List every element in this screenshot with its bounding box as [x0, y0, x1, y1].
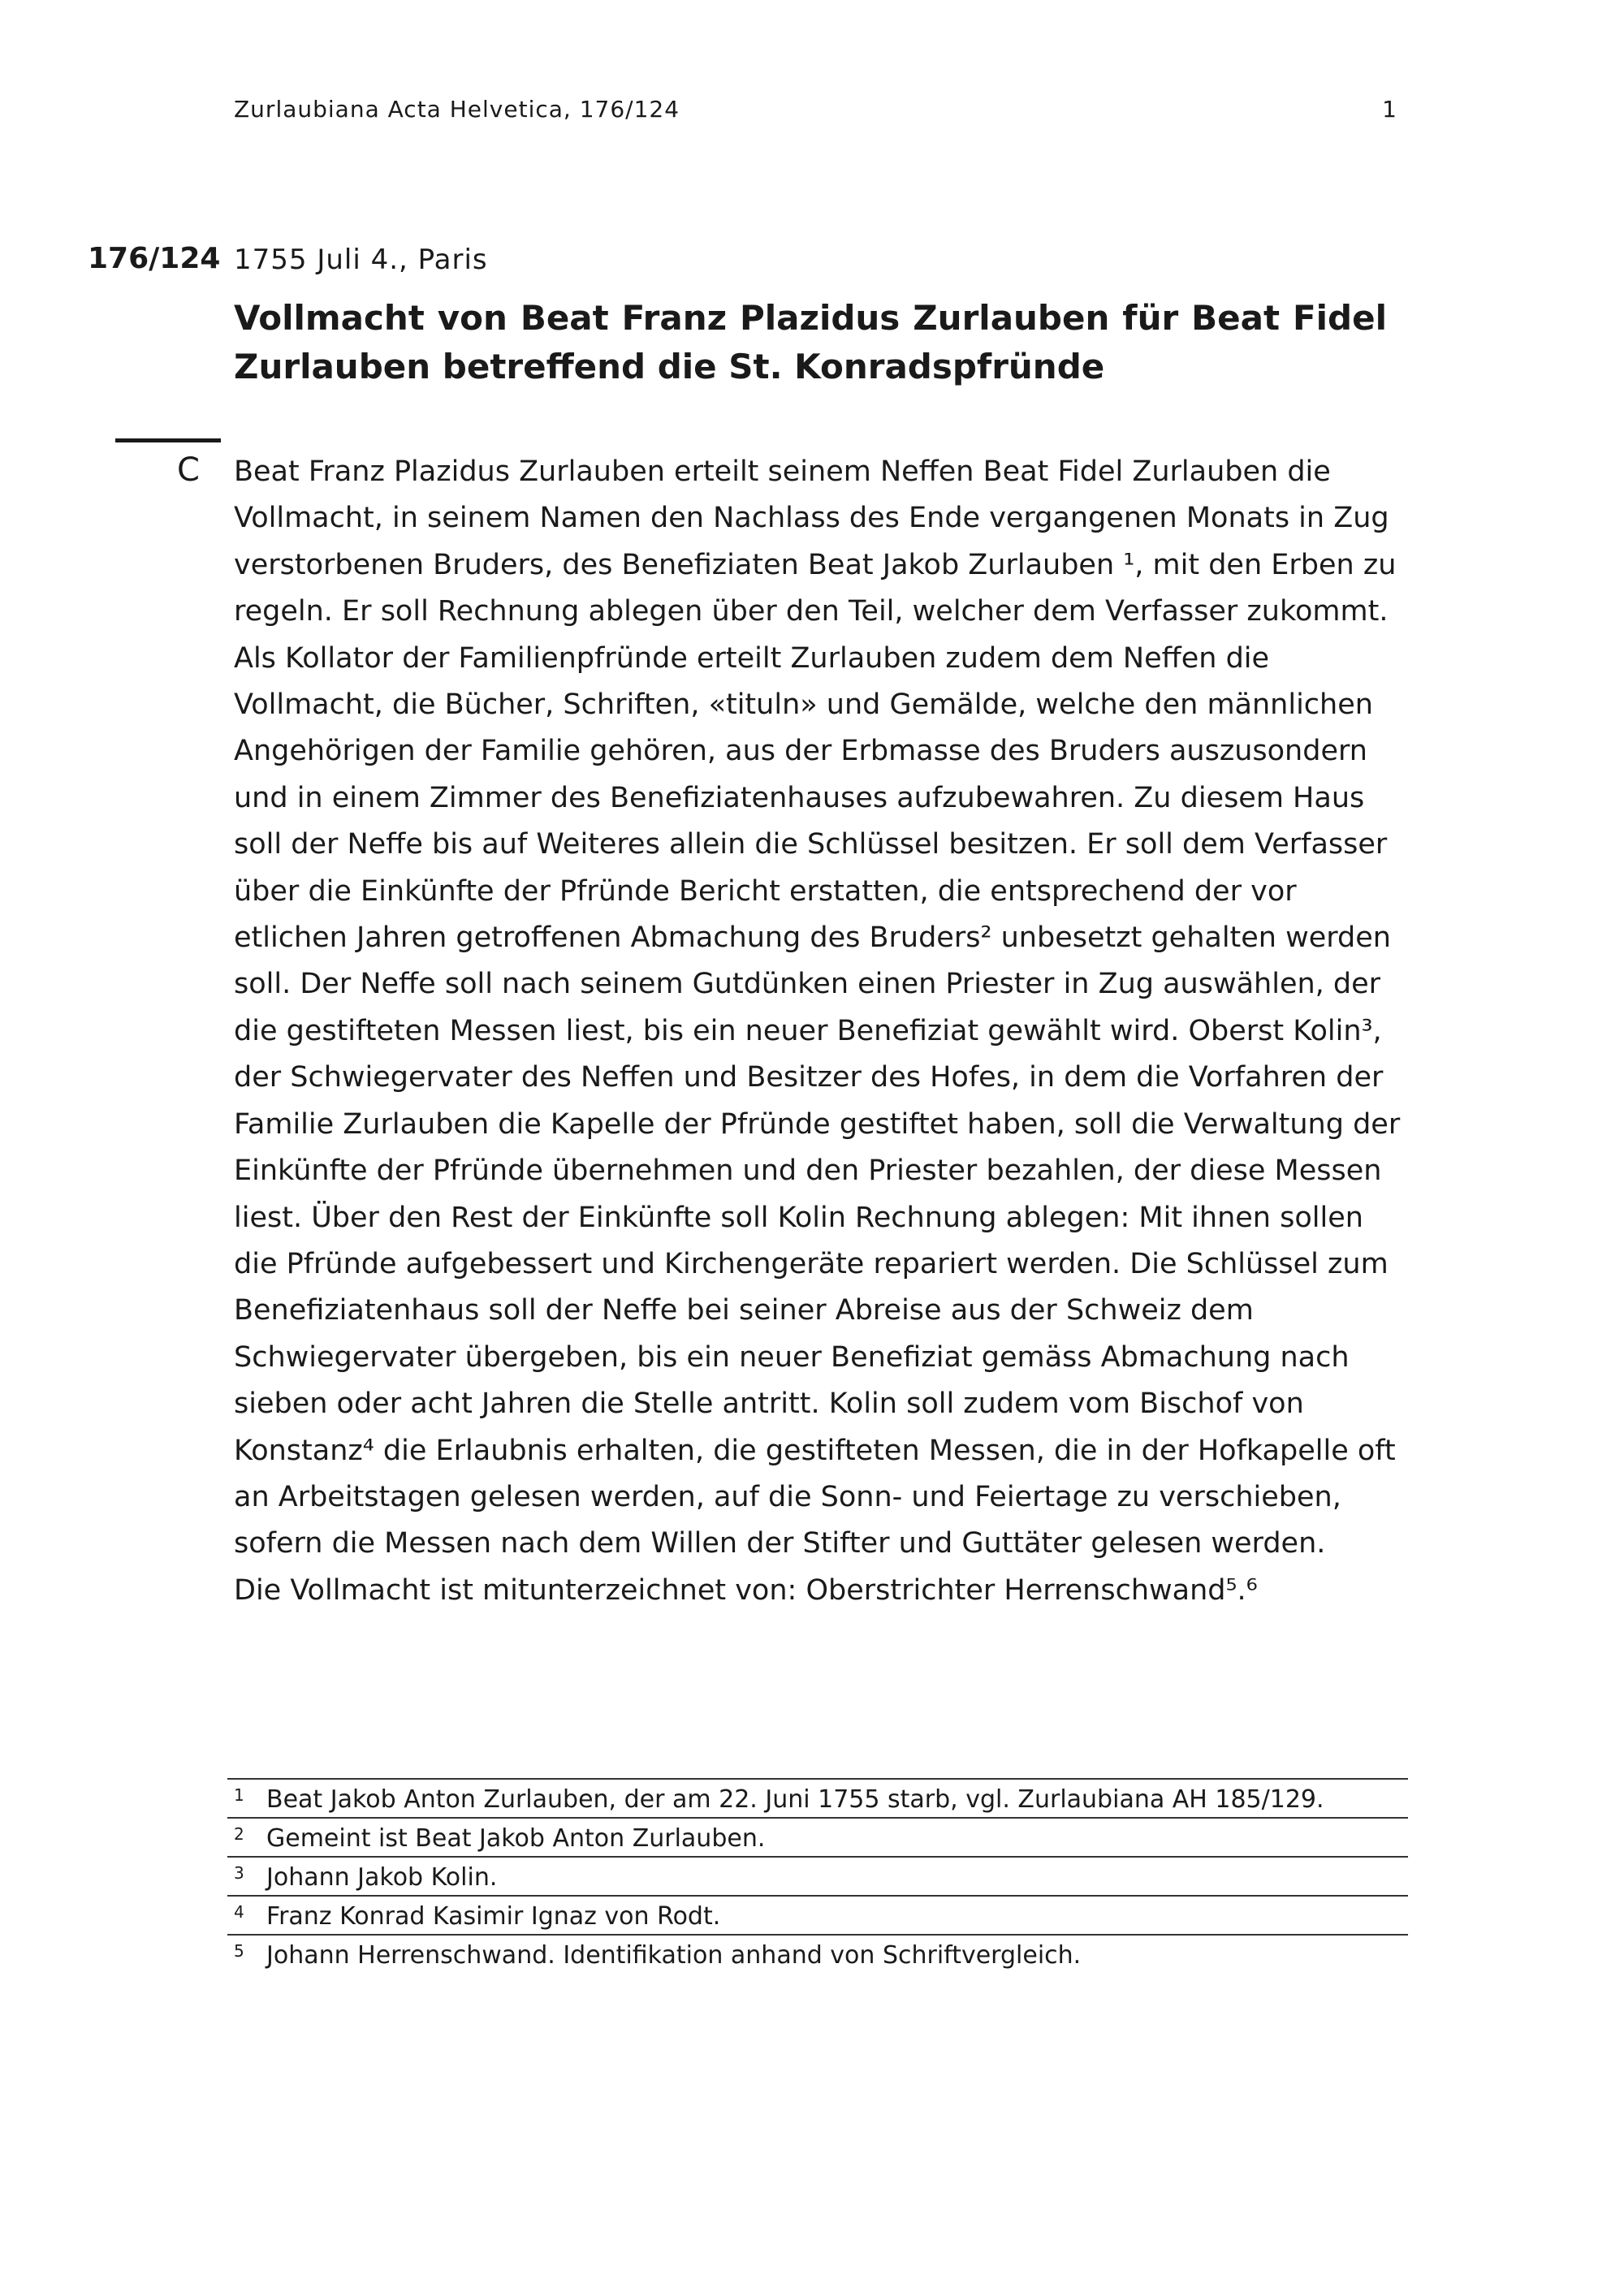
footnote-text: Franz Konrad Kasimir Ignaz von Rodt. — [266, 1902, 721, 1931]
footnote-text: Johann Herrenschwand. Identifikation anhand von Schriftvergleich. — [266, 1941, 1082, 1970]
page-number: 1 — [1382, 96, 1397, 123]
footnote — [227, 1856, 1408, 1895]
footnote — [227, 1895, 1408, 1934]
footnote-number: 1 — [234, 1785, 244, 1805]
footnote-number: 3 — [234, 1863, 244, 1883]
footnote-text: Johann Jakob Kolin. — [266, 1863, 498, 1892]
cosigner-paragraph: Die Vollmacht ist mitunterzeichnet von: Oberstrichter Herrenschwand⁵.⁶ — [234, 1573, 1258, 1607]
footnote-number: 2 — [234, 1824, 244, 1844]
running-header-title: Zurlaubiana Acta Helvetica, 176/124 — [234, 96, 680, 123]
footnote-number: 4 — [234, 1902, 244, 1922]
document-title: Vollmacht von Beat Franz Plazidus Zurlauben für Beat Fidel Zurlauben betreffend die St. Konradspfründe — [234, 298, 1387, 386]
footnote — [227, 1778, 1408, 1817]
margin-letter: C — [177, 451, 200, 489]
footnote-text: Beat Jakob Anton Zurlauben, der am 22. Juni 1755 starb, vgl. Zurlaubiana AH 185/129. — [266, 1785, 1324, 1814]
regest-paragraph: Beat Franz Plazidus Zurlauben erteilt seinem Neffen Beat Fidel Zurlauben die Vollmacht, in seinem Namen den Nachlass des Ende vergangenen Monats in Zug verstorbenen Bruders, des Benefiziaten Beat Jakob Zurlauben ¹, mit den Erben zu regeln. Er soll Rechnung ablegen über den Teil, welcher dem Verfasser zukommt. Als Kollator der Familienpfründe erteilt Zurlauben zudem dem Neffen die Vollmacht, die Bücher, Schriften, «tituln» und Gemälde, welche den männlichen Angehörigen der Familie gehören, aus der Erbmasse des Bruders auszusondern und in einem Zimmer des Benefiziatenhauses aufzubewahren. Zu diesem Haus soll der Neffe bis auf Weiteres allein die Schlüssel besitzen. Er soll dem Verfasser über die Einkünfte der Pfründe Bericht erstatten, die entsprechend der vor etlichen Jahren getroffenen Abmachung des Bruders² unbesetzt gehalten werden soll. Der Neffe soll nach seinem Gutdünken einen Priester in Zug auswählen, der die gestifteten Messen liest, bis ein neuer Benefiziat gewählt wird. Oberst Kolin³, der Schwiegervater des Neffen und Besitzer des Hofes, in dem die Vorfahren der Familie Zurlauben die Kapelle der Pfründe gestiftet haben, soll die Verwaltung der Einkünfte der Pfründe übernehmen und den Priester bezahlen, der diese Messen liest. Über den Rest der Einkünfte soll Kolin Rechnung ablegen: Mit ihnen sollen die Pfründe aufgebessert und Kirchengeräte repariert werden. Die Schlüssel zum Benefiziatenhaus soll der Neffe bei seiner Abreise aus der Schweiz dem Schwiegervater übergeben, bis ein neuer Benefiziat gemäss Abmachung nach sieben oder acht Jahren die Stelle antritt. Kolin soll zudem vom Bischof von Konstanz⁴ die Erlaubnis erhalten, die gestifteten Messen, die in der Hofkapelle oft an Arbeitstagen gelesen werden, auf die Sonn- und Feiertage zu verschieben, sofern die Messen nach dem Willen der Stifter und Guttäter gelesen werden. — [234, 455, 1401, 1560]
document-number: 176/124 — [88, 242, 221, 275]
margin-rule — [115, 438, 221, 442]
footnote — [227, 1934, 1408, 1973]
footnote-number: 5 — [234, 1941, 244, 1961]
footnote — [227, 1817, 1408, 1856]
footnotes — [227, 1778, 1408, 1973]
document-date-place: 1755 Juli 4., Paris — [234, 244, 488, 276]
regest-body — [234, 449, 1403, 1614]
footnote-text: Gemeint ist Beat Jakob Anton Zurlauben. — [266, 1824, 766, 1853]
